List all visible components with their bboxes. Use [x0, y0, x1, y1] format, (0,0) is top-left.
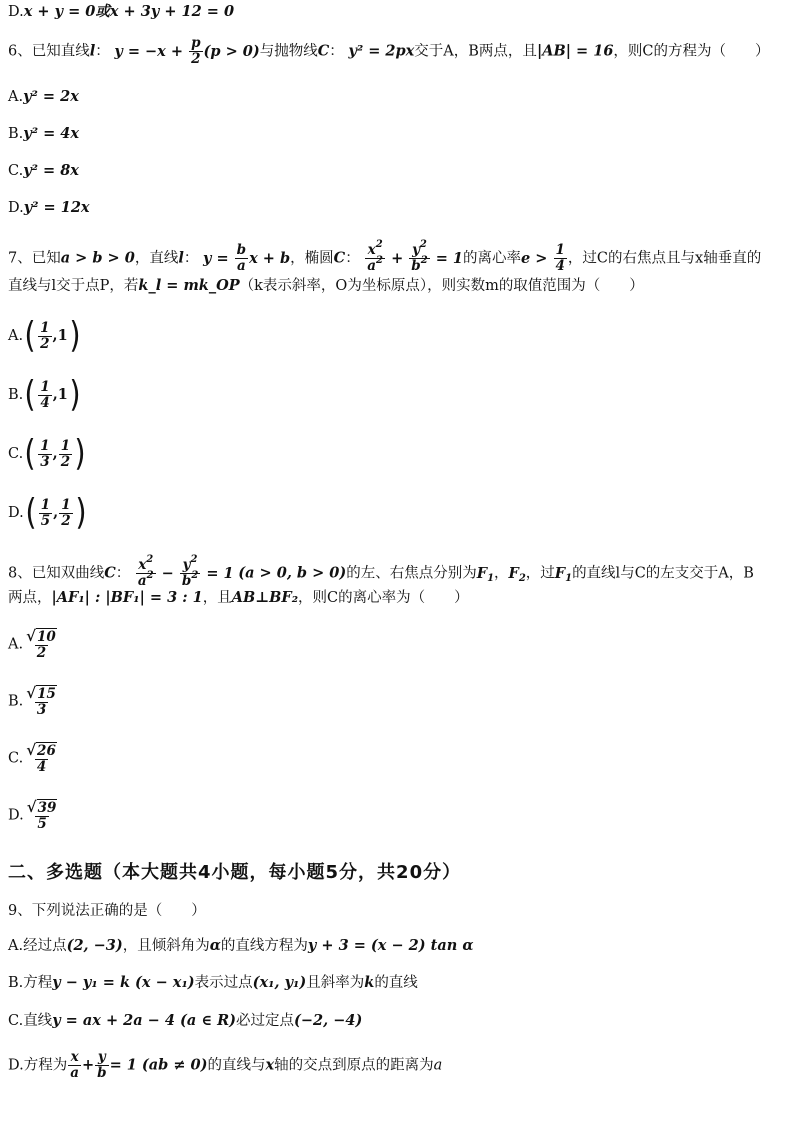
q6-frac: $\frac{p}{2}$: [191, 35, 201, 67]
section-heading: 二、多选题（本大题共4小题，每小题5分，共20分）: [8, 862, 462, 883]
q7-option-a: A.( $\frac{1}{2}$ ,1): [8, 315, 81, 356]
q6-line-eq: y = −x + $\frac{p}{2}$ (p > 0): [114, 35, 260, 67]
option-value: y² = 4x: [23, 125, 80, 142]
q9-stem: 9、下列说法正确的是（ ）: [8, 903, 206, 919]
q8-text2: ，过: [525, 565, 555, 582]
q9-option-b: B.方程y − y₁ = k (x − x₁)表示过点(x₁, y₁)且斜率为k的直线: [8, 974, 418, 991]
q6-stem: 6、已知直线l： y = −x + $\frac{p}{2}$ (p > 0)与抛物线C： y² = 2px交于A，B两点，且|AB| = 16，则C的方程为（ ）: [8, 35, 770, 67]
q7-line2-end: （k表示斜率，O为坐标原点），则实数m的取值范围为（ ）: [239, 278, 644, 294]
q7-text-e: 的离心率: [463, 250, 522, 267]
option-label: D.: [8, 200, 24, 216]
q8-option-a: A. $\frac{√10}{2}$: [8, 627, 56, 661]
q8-hyperbola-eq: $\frac{x^2}{a^2}$ − $\frac{y^2}{b^2}$ = 1: [137, 554, 234, 589]
q8-perp: AB⊥BF₂: [231, 589, 299, 606]
option-label: C.: [8, 446, 24, 462]
q8-cond: (a > 0, b > 0): [238, 564, 347, 582]
q8-line2-prefix: 两点，: [8, 590, 52, 606]
q9-option-d: D.方程为 $\frac{x}{a}$ + $\frac{y}{b}$ = 1 (ab ≠ 0)的直线与x轴的交点到原点的距离为a: [8, 1049, 443, 1081]
q7-line2-cond: k_l = mk_OP: [138, 277, 240, 294]
option-label: B.: [8, 387, 24, 403]
q7-option-d: D.( $\frac{1}{5}$ , $\frac{1}{2}$ ): [8, 492, 87, 533]
q6-cond: |AB| = 16: [536, 42, 614, 60]
option-label: B.: [8, 693, 24, 710]
q7-ecc: e > $\frac{1}{4}$: [521, 242, 565, 274]
q7-prefix: 7、已知: [8, 250, 61, 267]
q8-text3: 的直线l与C的左支交于A，B: [572, 565, 754, 582]
q7-text-c: ，椭圆: [290, 250, 334, 267]
option-label: A.: [8, 328, 24, 344]
option-math: x + y = 0或x + 3y + 12 = 0: [23, 3, 235, 20]
q7-line-eq: y = $\frac{b}{a}$ x + b: [202, 242, 291, 274]
option-value: y² = 2x: [23, 88, 79, 105]
q6-option-c: [8, 161, 79, 181]
q8-line2-mid: ，且: [202, 590, 232, 606]
option-label: D.: [8, 505, 24, 521]
q9-option-c: C.直线y = ax + 2a − 4 (a ∈ R)必过定点(−2, −4): [8, 1012, 363, 1029]
q8-stem-line1: 8、已知双曲线C： $\frac{x^2}{a^2}$ − $\frac{y^2}{b^2}$ = 1 (a > 0, b > 0)的左、右焦点分别为$F_1$，$F_2$，过$F_1$的直线l与C的左支交于A，B: [8, 554, 754, 589]
q8-ratio: |AF₁| : |BF₁| = 3 : 1: [51, 589, 203, 606]
q7-text-f: ，过C的右焦点且与x轴垂直的: [567, 250, 762, 267]
q8-line2-end: ，则C的离心率为（ ）: [298, 590, 469, 606]
q7-option-b: B.( $\frac{1}{4}$ ,1): [8, 374, 81, 415]
q8-stem-line2: [8, 588, 469, 608]
q7-line2: 直线与l交于点P，若: [8, 278, 139, 294]
q6-text-mid: 与抛物线: [259, 43, 318, 60]
q7-ellipse-eq: $\frac{x^2}{a^2}$ + $\frac{y^2}{b^2}$ = 1: [367, 239, 464, 274]
q6-option-a: [8, 87, 79, 107]
option-label: B.: [8, 126, 24, 142]
option-label: D.: [8, 4, 24, 20]
q9-option-a: A.经过点(2, −3)，且倾斜角为α的直线方程为y + 3 = (x − 2) tan α: [8, 937, 474, 954]
q7-text-b: ：: [183, 250, 199, 267]
q6-text-mid2: 交于A，B两点，且: [414, 43, 537, 60]
option-label: A.: [8, 89, 24, 105]
q8-option-b: B. $\frac{√15}{3}$: [8, 684, 56, 718]
q6-option-d: [8, 198, 90, 218]
q8-curve: C: [104, 564, 116, 582]
q7-option-c: C.( $\frac{1}{3}$ , $\frac{1}{2}$ ): [8, 433, 86, 474]
q7-stem-line2: [8, 276, 644, 296]
option-label: C.: [8, 750, 24, 767]
q6-option-b: [8, 124, 79, 144]
q8-option-c: C. $\frac{√26}{4}$: [8, 741, 56, 775]
q8-text1: 的左、右焦点分别为: [346, 565, 477, 582]
option-label: A.: [8, 636, 24, 653]
q7-stem-line1: 7、已知a > b > 0，直线l： y = $\frac{b}{a}$ x + b，椭圆C： $\frac{x^2}{a^2}$ + $\frac{y^2}{b^2}$ = 1的离心率e > $\frac{1}{4}$ ，过C的右焦点且与x轴垂直的: [8, 239, 762, 274]
q5-option-d: [8, 2, 234, 22]
option-value: y² = 12x: [23, 199, 90, 216]
q7-text-a: ，直线: [134, 250, 179, 267]
q8-option-d: D. $\frac{√39}{5}$: [8, 798, 57, 832]
q6-prefix: 6、已知直线: [8, 43, 90, 60]
q6-text-end: ，则C的方程为（ ）: [613, 43, 770, 60]
q7-text-d: ：: [345, 250, 360, 267]
q6-curve-name: C: [317, 42, 330, 60]
q6-curve-eq: y² = 2px: [348, 42, 415, 60]
option-value: y² = 8x: [23, 162, 79, 179]
q8-prefix: 8、已知双曲线: [8, 565, 105, 582]
option-label: C.: [8, 163, 24, 179]
q7-cond1: a > b > 0: [60, 249, 135, 267]
q6-line-name: l: [89, 42, 96, 60]
option-label: D.: [8, 807, 24, 824]
